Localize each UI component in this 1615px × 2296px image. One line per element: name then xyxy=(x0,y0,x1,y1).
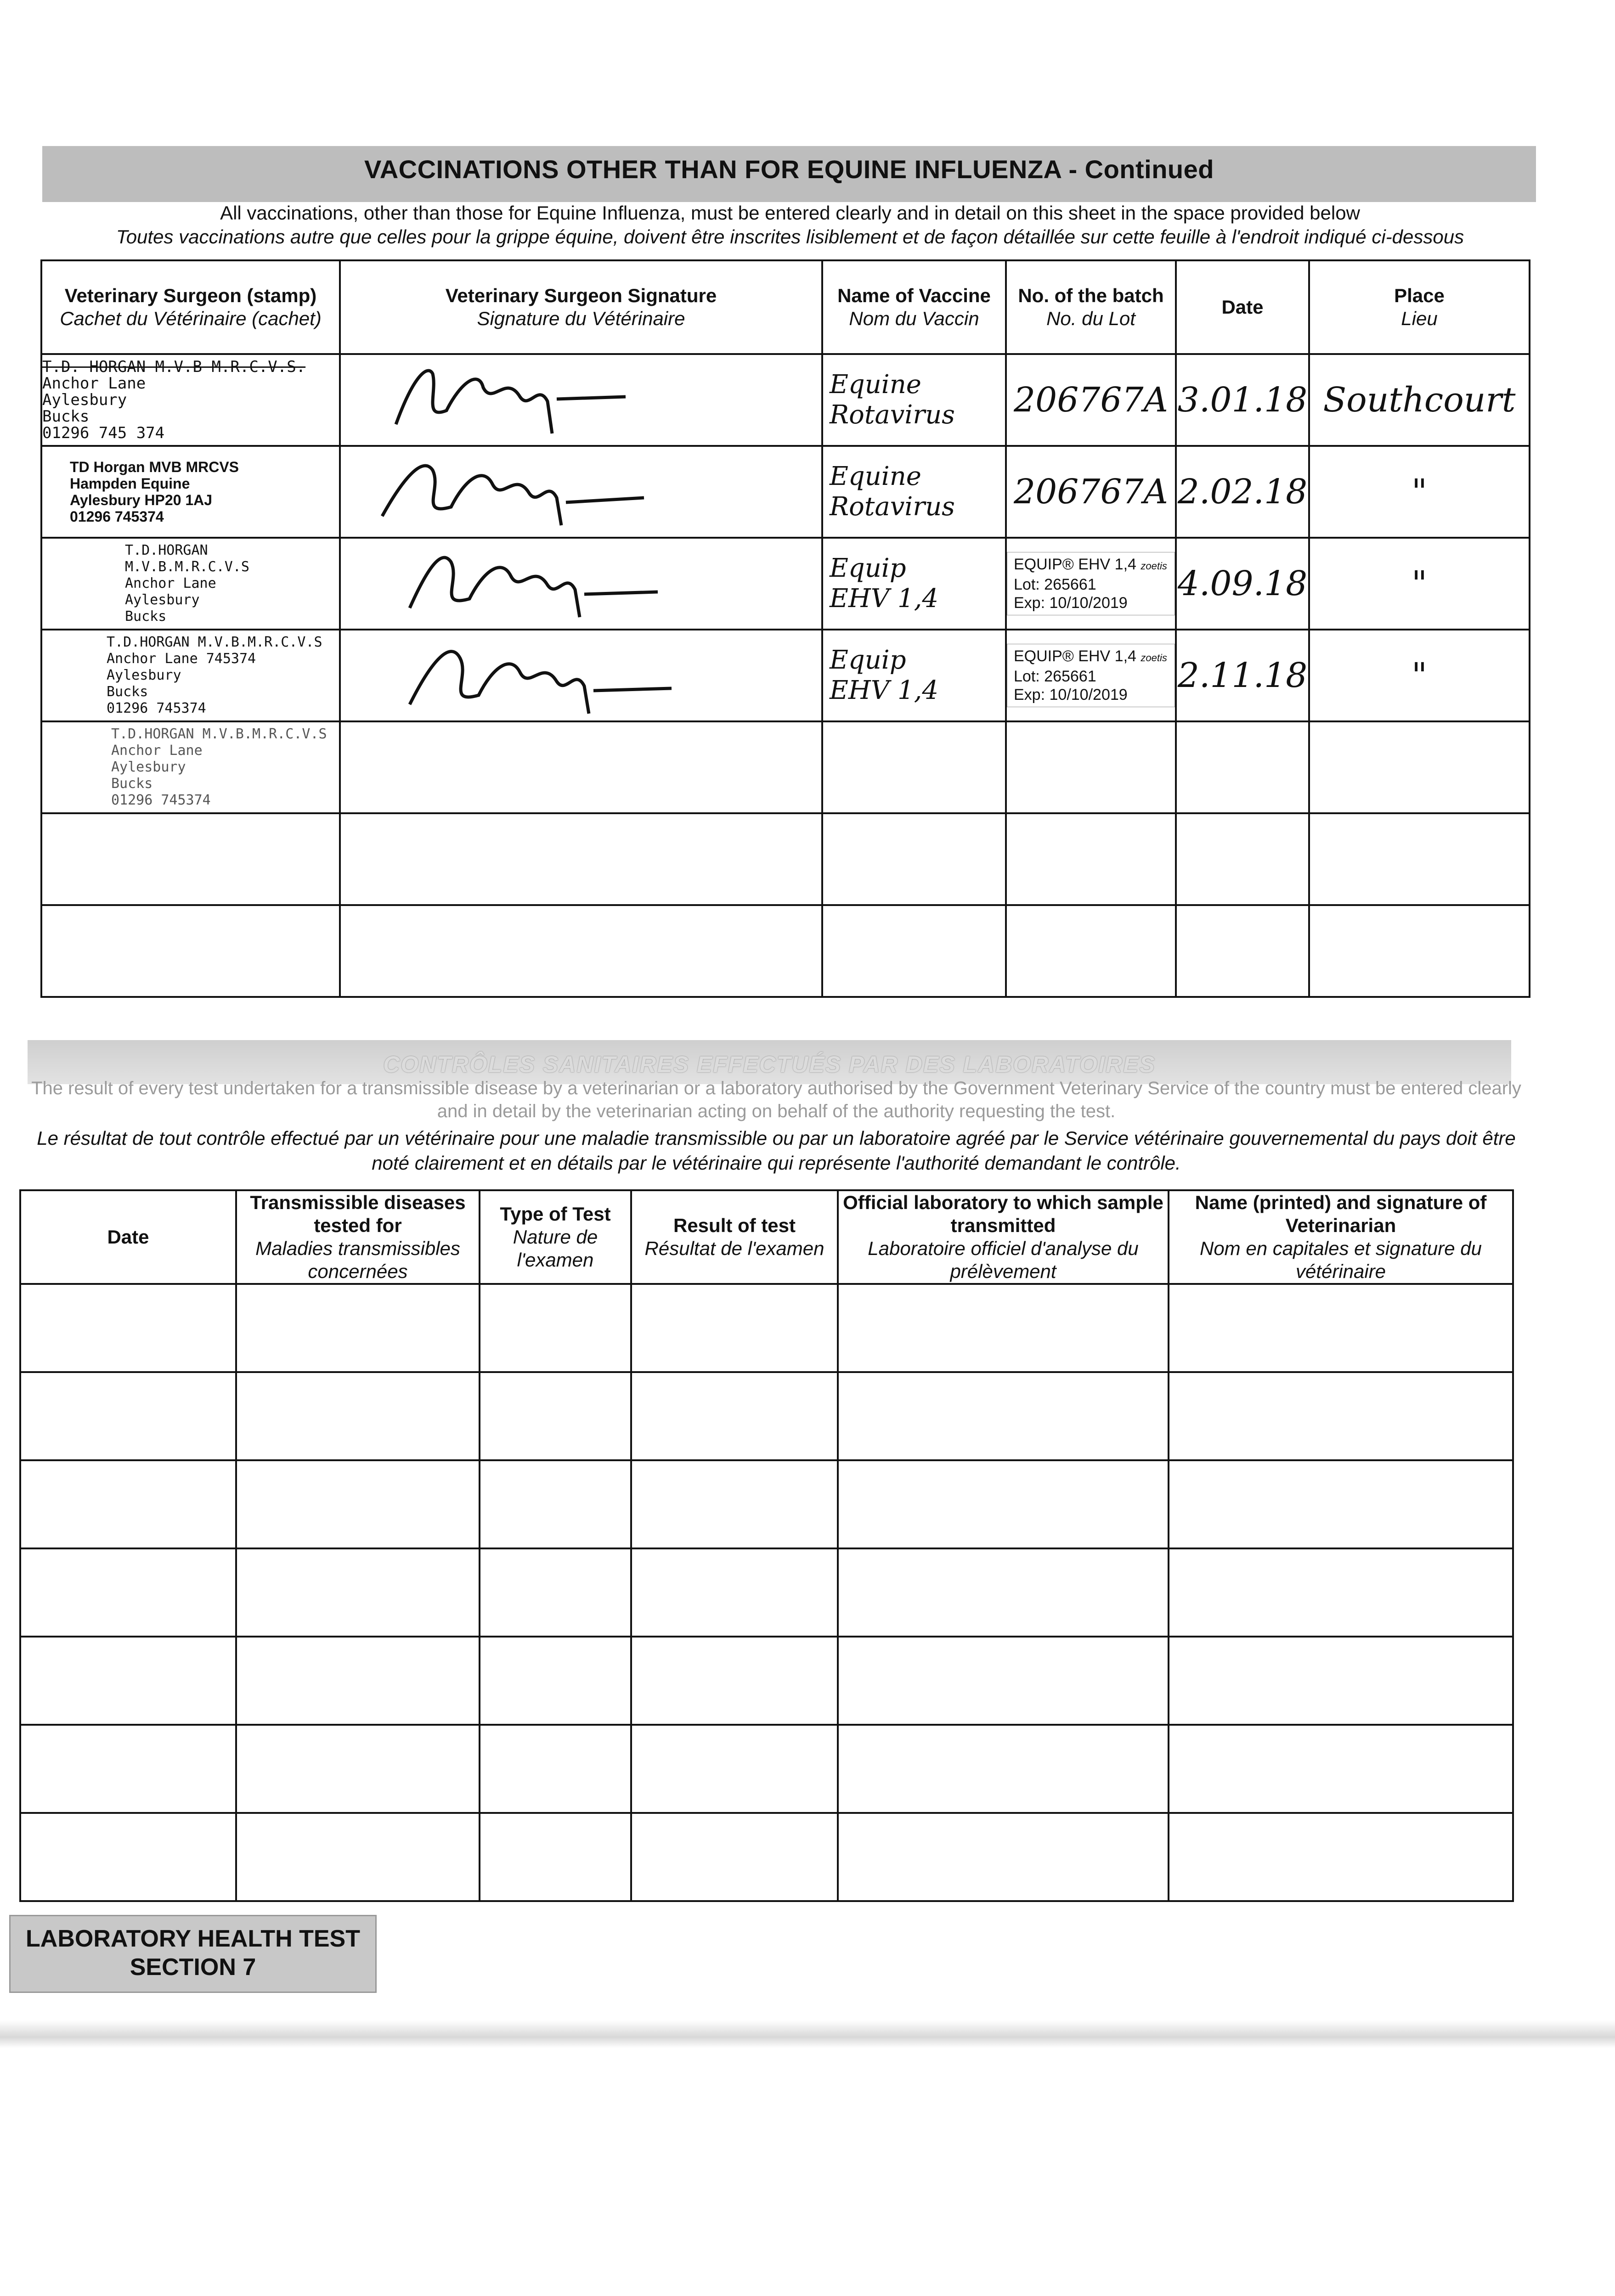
tested-diseases-cell xyxy=(236,1284,480,1372)
tested-diseases-cell xyxy=(236,1372,480,1460)
test-type-cell xyxy=(480,1372,631,1460)
vaccine-name: Equine Rotavirus xyxy=(822,446,1006,538)
batch-sticker: EQUIP® EHV 1,4 zoetis Lot: 265661 Exp: 10/10/2019 xyxy=(1007,552,1175,615)
vet-stamp: TD Horgan MVB MRCVS Hampden Equine Aylesbury HP20 1AJ 01296 745374 xyxy=(41,446,340,538)
vaccination-place: " xyxy=(1309,538,1530,630)
test-result-cell xyxy=(631,1548,838,1637)
batch-label xyxy=(1006,538,1176,630)
vaccination-row xyxy=(41,354,1530,446)
vet-name-signature-cell xyxy=(1169,1813,1513,1901)
test-type-cell xyxy=(480,1637,631,1725)
vaccination-row xyxy=(41,905,1530,997)
lab-row xyxy=(20,1725,1513,1813)
vet-stamp xyxy=(41,813,340,905)
lab-header-row xyxy=(20,1190,1513,1284)
vet-name-signature-cell xyxy=(1169,1372,1513,1460)
vet-signature xyxy=(340,630,822,721)
vaccination-row xyxy=(41,721,1530,813)
vet-stamp xyxy=(41,905,340,997)
lab-row xyxy=(20,1460,1513,1548)
lab-title: CONTRÔLES SANITAIRES EFFECTUÉS PAR DES LABORATOIRES xyxy=(383,1052,1156,1077)
col-place: Place Lieu xyxy=(1309,260,1530,354)
vaccinations-title-band xyxy=(42,146,1536,202)
vaccine-name xyxy=(822,813,1006,905)
lab-note-fr: Le résultat de tout contrôle effectué par un vétérinaire pour une maladie transmissible ou par un laboratoire agréé par le Service vétérinaire gouvernemental du pays doit être noté clairement et en détails par le vétérinaire qui représente l'authorité demandant le contrôle. xyxy=(37,1127,1516,1174)
col-date: Date xyxy=(1176,260,1309,354)
vaccination-place xyxy=(1309,905,1530,997)
page-edge-shadow xyxy=(0,2020,1615,2048)
lab-date-cell xyxy=(20,1548,236,1637)
lab-row xyxy=(20,1372,1513,1460)
batch-number xyxy=(1006,813,1176,905)
official-lab-cell xyxy=(838,1460,1169,1548)
vaccination-date xyxy=(1176,721,1309,813)
test-result-cell xyxy=(631,1725,838,1813)
official-lab-cell xyxy=(838,1813,1169,1901)
vet-signature xyxy=(340,721,822,813)
vet-signature xyxy=(340,905,822,997)
vet-name-signature-cell xyxy=(1169,1284,1513,1372)
col-batch-number: No. of the batch No. du Lot xyxy=(1006,260,1176,354)
vaccine-name: Equine Rotavirus xyxy=(822,354,1006,446)
vaccination-date: 2.11.18 xyxy=(1176,630,1309,721)
col-test-type: Type of Test Nature de l'examen xyxy=(480,1190,631,1284)
test-result-cell xyxy=(631,1813,838,1901)
vet-stamp: T.D.HORGAN M.V.B.M.R.C.V.S Anchor Lane Aylesbury Bucks xyxy=(41,538,340,630)
vaccinations-intro-fr: Toutes vaccinations autre que celles pour la grippe équine, doivent être inscrites lisiblement et de façon détaillée sur cette feuille à l'endroit indiqué ci-dessous xyxy=(116,226,1464,248)
vet-signature xyxy=(340,446,822,538)
test-result-cell xyxy=(631,1372,838,1460)
lab-tests-table xyxy=(19,1189,1514,1902)
lab-date-cell xyxy=(20,1460,236,1548)
col-official-lab: Official laboratory to which sample transmitted Laboratoire officiel d'analyse du prélèvement xyxy=(838,1190,1169,1284)
vaccination-date: 4.09.18 xyxy=(1176,538,1309,630)
batch-number xyxy=(1006,905,1176,997)
tested-diseases-cell xyxy=(236,1637,480,1725)
col-lab-date: Date xyxy=(20,1190,236,1284)
section-label-title: LABORATORY HEALTH TEST xyxy=(26,1925,360,1952)
vaccination-place xyxy=(1309,721,1530,813)
vaccinations-intro-en: All vaccinations, other than those for Equine Influenza, must be entered clearly and in detail on this sheet in the space provided below xyxy=(220,202,1360,224)
vet-stamp: T.D.HORGAN M.V.B.M.R.C.V.S Anchor Lane 745374 Aylesbury Bucks 01296 745374 xyxy=(41,630,340,721)
vet-stamp: T.D. HORGAN M.V.B M.R.C.V.S. Anchor Lane Aylesbury Bucks 01296 745 374 xyxy=(41,354,340,446)
official-lab-cell xyxy=(838,1284,1169,1372)
batch-number: 206767A xyxy=(1006,354,1176,446)
vaccinations-table xyxy=(40,259,1530,998)
lab-date-cell xyxy=(20,1637,236,1725)
col-vet-signature: Veterinary Surgeon Signature Signature du Vétérinaire xyxy=(340,260,822,354)
lab-rows xyxy=(20,1284,1513,1901)
vaccinations-title: VACCINATIONS OTHER THAN FOR EQUINE INFLUENZA - Continued xyxy=(364,155,1214,184)
col-diseases: Transmissible diseases tested for Maladies transmissibles concernées xyxy=(236,1190,480,1284)
vaccine-name xyxy=(822,905,1006,997)
vaccination-row xyxy=(41,538,1530,630)
lab-note-en: The result of every test undertaken for a transmissible disease by a veterinarian or a laboratory authorised by the Government Veterinary Service of the country must be entered clearly and in detail by the veterinarian acting on behalf of the authority requesting the test. xyxy=(31,1078,1521,1121)
vaccination-place xyxy=(1309,813,1530,905)
vet-signature xyxy=(340,538,822,630)
official-lab-cell xyxy=(838,1548,1169,1637)
vaccination-place: " xyxy=(1309,446,1530,538)
vaccinations-header-row xyxy=(41,260,1530,354)
batch-sticker: EQUIP® EHV 1,4 zoetis Lot: 265661 Exp: 10/10/2019 xyxy=(1007,644,1175,707)
col-vet-stamp: Veterinary Surgeon (stamp) Cachet du Vétérinaire (cachet) xyxy=(41,260,340,354)
tested-diseases-cell xyxy=(236,1813,480,1901)
vaccination-date: 3.01.18 xyxy=(1176,354,1309,446)
signature-image xyxy=(341,631,819,718)
test-type-cell xyxy=(480,1548,631,1637)
test-result-cell xyxy=(631,1637,838,1725)
col-test-result: Result of test Résultat de l'examen xyxy=(631,1190,838,1284)
lab-date-cell xyxy=(20,1372,236,1460)
vaccination-date xyxy=(1176,813,1309,905)
official-lab-cell xyxy=(838,1725,1169,1813)
lab-date-cell xyxy=(20,1284,236,1372)
signature-image xyxy=(341,447,819,535)
vaccination-date xyxy=(1176,905,1309,997)
test-result-cell xyxy=(631,1284,838,1372)
tested-diseases-cell xyxy=(236,1725,480,1813)
lab-row xyxy=(20,1637,1513,1725)
vaccination-place: " xyxy=(1309,630,1530,721)
lab-date-cell xyxy=(20,1725,236,1813)
tested-diseases-cell xyxy=(236,1460,480,1548)
vaccine-name: Equip EHV 1,4 xyxy=(822,630,1006,721)
vet-name-signature-cell xyxy=(1169,1725,1513,1813)
section-number: SECTION 7 xyxy=(130,1954,256,1981)
test-type-cell xyxy=(480,1813,631,1901)
vaccination-place: Southcourt xyxy=(1309,354,1530,446)
vet-name-signature-cell xyxy=(1169,1637,1513,1725)
lab-row xyxy=(20,1548,1513,1637)
section-label xyxy=(9,1915,377,1993)
test-type-cell xyxy=(480,1460,631,1548)
batch-label xyxy=(1006,630,1176,721)
vaccination-row xyxy=(41,813,1530,905)
vaccination-row xyxy=(41,630,1530,721)
vaccination-date: 2.02.18 xyxy=(1176,446,1309,538)
official-lab-cell xyxy=(838,1637,1169,1725)
col-vet-name-signature: Name (printed) and signature of Veterinarian Nom en capitales et signature du vétérinaire xyxy=(1169,1190,1513,1284)
vaccine-name: Equip EHV 1,4 xyxy=(822,538,1006,630)
test-type-cell xyxy=(480,1725,631,1813)
lab-row xyxy=(20,1284,1513,1372)
lab-date-cell xyxy=(20,1813,236,1901)
vet-name-signature-cell xyxy=(1169,1460,1513,1548)
vet-stamp: T.D.HORGAN M.V.B.M.R.C.V.S Anchor Lane Aylesbury Bucks 01296 745374 xyxy=(41,721,340,813)
vet-signature xyxy=(340,813,822,905)
tested-diseases-cell xyxy=(236,1548,480,1637)
batch-number xyxy=(1006,721,1176,813)
vaccination-row xyxy=(41,446,1530,538)
vaccine-name xyxy=(822,721,1006,813)
signature-image xyxy=(341,539,819,626)
batch-number: 206767A xyxy=(1006,446,1176,538)
vet-signature xyxy=(340,354,822,446)
lab-row xyxy=(20,1813,1513,1901)
col-vaccine-name: Name of Vaccine Nom du Vaccin xyxy=(822,260,1006,354)
signature-image xyxy=(341,355,819,443)
test-result-cell xyxy=(631,1460,838,1548)
vet-name-signature-cell xyxy=(1169,1548,1513,1637)
test-type-cell xyxy=(480,1284,631,1372)
official-lab-cell xyxy=(838,1372,1169,1460)
